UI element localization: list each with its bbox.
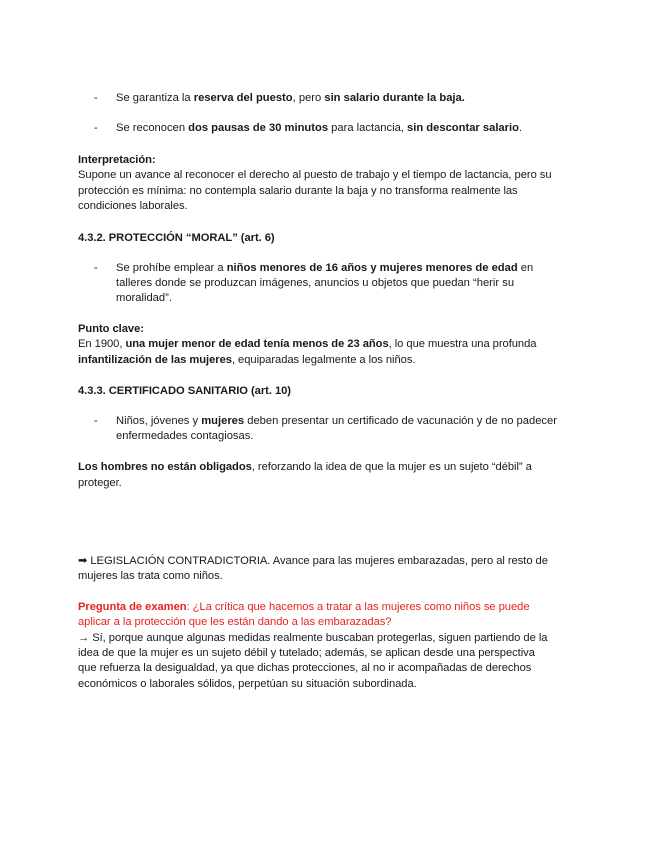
- exam-answer-line: idea de que la mujer es un sujeto débil y tutelado; además, se aplican desde una perspectiva: [78, 647, 535, 659]
- punto-clave-heading: Punto clave:: [78, 323, 144, 335]
- section-heading-432: 4.3.2. PROTECCIÓN “MORAL” (art. 6): [78, 232, 275, 244]
- section-heading-433: 4.3.3. CERTIFICADO SANITARIO (art. 10): [78, 385, 291, 397]
- hombres-line: Los hombres no están obligados, reforzando la idea de que la mujer es un sujeto “débil” a: [78, 461, 532, 473]
- bullet-dash: -: [94, 92, 98, 104]
- hombres-line: proteger.: [78, 477, 122, 489]
- legislacion-line: mujeres las trata como niños.: [78, 570, 223, 582]
- bullet-dash: -: [94, 122, 98, 134]
- bullet-text: Se reconocen dos pausas de 30 minutos para lactancia, sin descontar salario.: [116, 122, 523, 134]
- exam-question-line: Pregunta de examen: ¿La crítica que hacemos a tratar a las mujeres como niños se puede: [78, 601, 530, 613]
- bullet-text: Se prohíbe emplear a niños menores de 16 años y mujeres menores de edad en talleres donde se produzcan imágenes, anuncios u objetos que puedan “herir su moralidad”.: [116, 262, 534, 304]
- exam-answer-line: → Sí, porque aunque algunas medidas realmente buscaban protegerlas, siguen partiendo de la: [78, 632, 548, 644]
- exam-question-label: Pregunta de examen: [78, 601, 187, 613]
- interpretacion-line: condiciones laborales.: [78, 200, 188, 212]
- interpretacion-line: protección es mínima: no contempla salario durante la baja y no transforma realmente las: [78, 185, 518, 197]
- exam-question-line: aplicar a la protección que les están dando a las embarazadas?: [78, 616, 392, 628]
- legislacion-line: ➡ LEGISLACIÓN CONTRADICTORIA. Avance para las mujeres embarazadas, pero al resto de: [78, 555, 548, 567]
- bullet-text: Niños, jóvenes y mujeres deben presentar un certificado de vacunación y de no padecer enfermedades contagiosas.: [116, 415, 557, 442]
- bullet-text: Se garantiza la reserva del puesto, pero sin salario durante la baja.: [116, 92, 465, 104]
- exam-answer-line: que refuerza la desigualdad, ya que dichas protecciones, al no ir acompañadas de derechos: [78, 662, 532, 674]
- exam-answer-line: económicos o laborales sólidos, perpetúan su situación subordinada.: [78, 678, 417, 690]
- punto-clave-line: En 1900, una mujer menor de edad tenía menos de 23 años, lo que muestra una profunda: [78, 338, 537, 350]
- bullet-dash: -: [94, 262, 98, 274]
- interpretacion-line: Supone un avance al reconocer el derecho al puesto de trabajo y el tiempo de lactancia, pero su: [78, 169, 552, 181]
- interpretacion-heading: Interpretación:: [78, 154, 156, 166]
- bullet-dash: -: [94, 415, 98, 427]
- punto-clave-line: infantilización de las mujeres, equiparadas legalmente a los niños.: [78, 354, 416, 366]
